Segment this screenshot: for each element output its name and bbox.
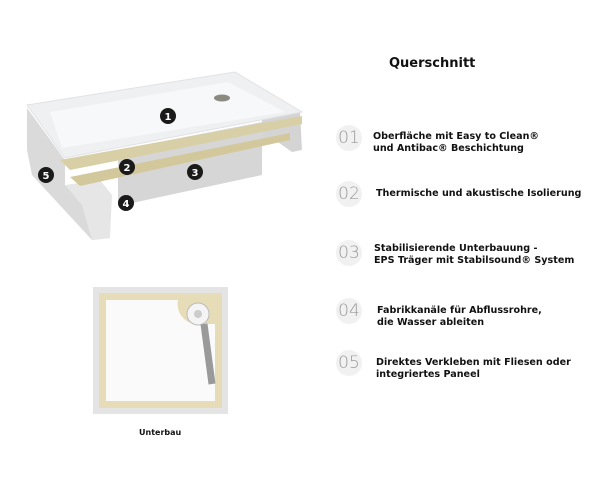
svg-text:2: 2	[123, 163, 131, 174]
feature-text-01: Oberfläche mit Easy to Clean® und Antibac® Beschichtung	[373, 131, 540, 154]
marker-4	[118, 195, 134, 211]
svg-text:4: 4	[122, 199, 130, 210]
feature-number-02: 02	[336, 181, 362, 207]
feature-number-04: 04	[336, 298, 362, 324]
cross-section-illustration	[0, 0, 320, 260]
feature-text-02: Thermische und akustische Isolierung	[376, 188, 582, 199]
svg-text:5: 5	[42, 171, 50, 182]
page-title: Querschnitt	[389, 56, 476, 71]
marker-5	[38, 167, 54, 183]
feature-number-01: 01	[336, 125, 362, 151]
feature-number-05: 05	[336, 350, 362, 376]
svg-text:1: 1	[164, 112, 172, 123]
feature-text-03: Stabilisierende Unterbauung - EPS Träger mit Stabilsound® System	[374, 243, 575, 266]
marker-1	[160, 108, 176, 124]
drain-icon	[214, 95, 230, 102]
feature-text-04: Fabrikkanäle für Abflussrohre, die Wasser ableiten	[377, 305, 542, 328]
feature-text-05: Direktes Verkleben mit Fliesen oder integriertes Paneel	[376, 357, 571, 380]
feature-number-03: 03	[336, 240, 362, 266]
substructure-top-view	[90, 284, 232, 418]
caption: Unterbau	[139, 428, 182, 437]
marker-3	[187, 164, 203, 180]
marker-2	[119, 159, 135, 175]
svg-text:3: 3	[191, 168, 199, 179]
